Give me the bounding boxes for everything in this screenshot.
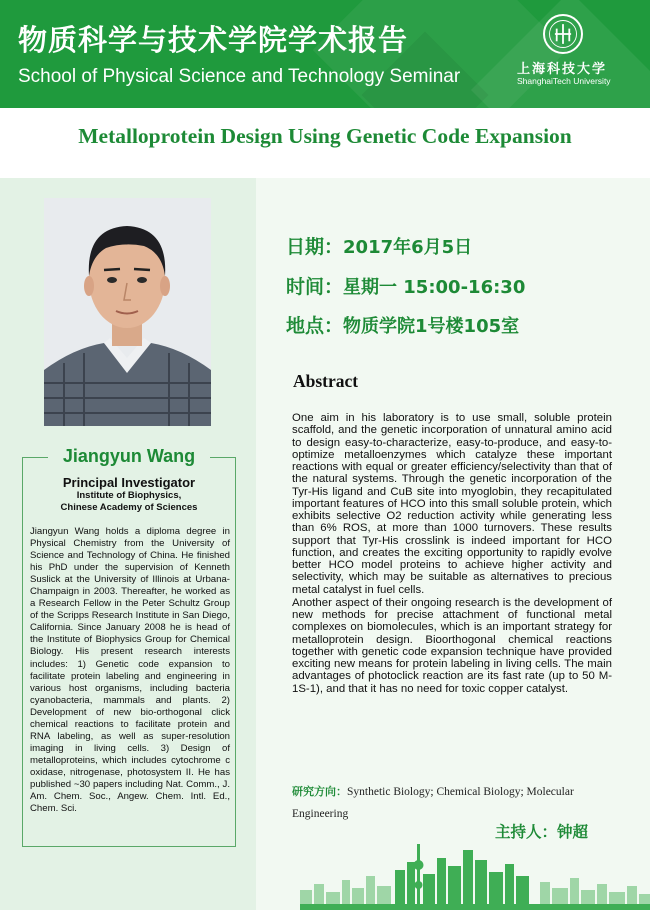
speaker-bio: Jiangyun Wang holds a diploma degree in Physical Chemistry from the University of Science and Technology of China. He finished his PhD under the supervision of Kenneth Suslick at the University of Illinois at Urbana-Champaign in 2003. Thereafter, he worked as a Research Fellow in the Peter Schultz Group of the Scripps Research Institute in San Diego, California. Since January 2008 he is head of the Institute of Biophysics Group for Chemical Biology. His present research interests includes: 1) Genetic code expansion to facilitate protein labeling and engineering in various host organisms, including bacteria cyanobacteria, mammals and plants. 2) Development of new bio-orthogonal click chemical reactions to facilitate protein and RNA labeling, as well as super-resolution imaging in living cells. 3) Design of metalloproteins, which includes cytochrome c oxidase, nitrogenase, photosystem II. He has published ~30 papers including Nat. Comm., J. Am. Chem. Soc., Angew. Chem. Intl. Ed., Chem. Sci. [30,526,230,815]
abstract-paragraph: One aim in his laboratory is to use small, soluble protein scaffold, and the genetic incorporation of unnatural amino acid to design easy-to-characterize, easy-to-produce, and easy-to-optimize metalloenzymes which catalyze these important reactions with equal or greater efficiency/selectivity than that of the natural systems. Through the genetic incorporation of the Tyr-His ligand and CuB site into myoglobin, they recapitulated important features of HCO into this small soluble protein, which exhibits selective O2 reduction activity while generating less than 6% ROS, at more than 1000 turnovers. These results support that Tyr-His crosslink is indeed important for HCO function, and creates the exciting opportunity to rapidly evolve better HCO model proteins to achieve higher activity and selectivity, which may be suitable as alternatives to precious metal catalyst in fuel cells. [292,412,612,596]
abstract-paragraph: Another aspect of their ongoing research is the development of new methods for precise attachment of functional metal complexes on biomolecules, which is an important strategy for metalloprotein design. Bioorthogonal chemical reactions together with genetic code expansion technique have provided exciting new means for protein labeling in living cells. The main advantages of photoclick reaction are its fast rate (up to 50 M-1S-1), and that it has no need for toxic copper catalyst. [292,596,612,695]
time-row [286,272,525,299]
speaker-institute-line1: Institute of Biophysics, [76,490,182,501]
host: 主持人：钟超 [495,823,589,841]
location-row [286,311,519,338]
seminar-title-en: School of Physical Science and Technology Seminar [18,66,461,87]
date-label: 日期： [286,236,344,258]
location-value: 物质学院1号楼105室 [343,316,520,337]
date-row [286,232,472,259]
time-label: 时间： [286,276,344,298]
research-label: 研究方向： [292,785,347,798]
speaker-position: Principal Investigator [62,475,196,490]
university-name-cn: 上海科技大学 [517,62,608,77]
date-value: 2017年6月5日 [343,237,473,258]
research-value: Synthetic Biology; Chemical Biology; Molecular Engineering [292,786,574,820]
research-direction [292,781,612,825]
city-skyline-graphic [300,840,650,910]
location-label: 地点： [286,315,344,337]
speaker-photo [44,198,211,426]
abstract-body [292,412,612,696]
university-name-en: ShanghaiTech University [517,76,611,86]
seminar-title-cn: 物质科学与技术学院学术报告 [18,23,409,57]
divider [210,457,236,458]
time-value: 星期一 15:00-16:30 [343,277,526,298]
divider [22,457,48,458]
university-logo-icon [543,14,583,54]
speaker-name: Jiangyun Wang [62,446,196,466]
talk-title: Metalloprotein Design Using Genetic Code Expansion [78,124,572,148]
abstract-heading: Abstract [293,371,359,391]
speaker-institute-line2: Chinese Academy of Sciences [60,502,198,513]
